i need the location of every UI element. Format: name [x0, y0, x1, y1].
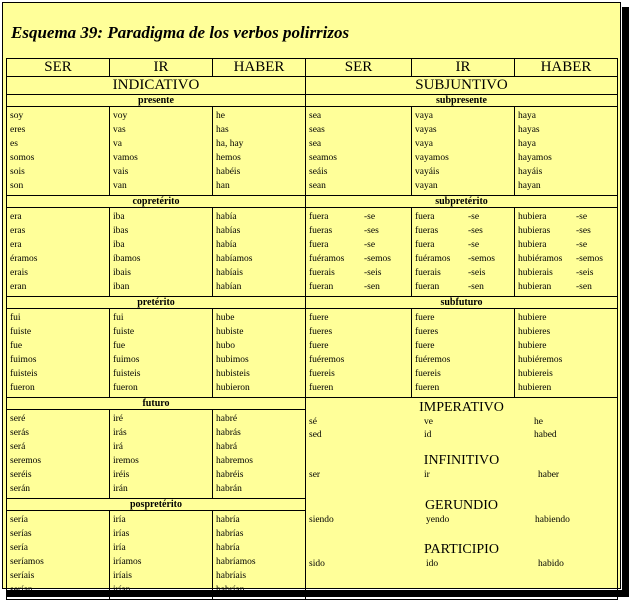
form-text: habré — [216, 414, 238, 424]
form-text: fueran — [309, 282, 334, 292]
form-text: ibais — [113, 268, 131, 278]
form-row — [309, 210, 411, 224]
form-text: vamos — [113, 153, 138, 163]
form-text: será — [10, 442, 26, 452]
form-text: vaya — [415, 111, 433, 121]
form-text: fueron — [113, 383, 138, 393]
conjugation-cell — [306, 309, 412, 398]
form-text: fueron — [10, 383, 35, 393]
form-text: seríais — [10, 571, 35, 581]
form-suffix: -ses — [468, 226, 483, 236]
form-text: seré — [10, 414, 26, 424]
section-futuro: futuro — [7, 398, 306, 410]
form-text: habías — [216, 226, 241, 236]
conjugation-cell — [306, 107, 412, 196]
form-text: hubieres — [518, 327, 551, 337]
form-text: fuimos — [113, 355, 140, 365]
column-header: HABER — [213, 59, 306, 77]
imperativo-block — [306, 400, 617, 442]
form-text: hubiere — [518, 313, 547, 323]
conjugation-cell — [213, 511, 306, 600]
box-shadow-right — [622, 7, 629, 596]
form-text: hemos — [216, 153, 241, 163]
form-text: fuere — [309, 313, 329, 323]
mood-indicativo: INDICATIVO — [7, 77, 306, 95]
form-text: sé — [309, 417, 317, 427]
form-text: hayáis — [518, 167, 543, 177]
form-text: sed — [309, 430, 322, 440]
form-text: vayamos — [415, 153, 449, 163]
form-text: somos — [10, 153, 35, 163]
form-text: fuéramos — [415, 254, 451, 264]
form-text: habéis — [216, 167, 241, 177]
conjugation-cell — [7, 309, 110, 398]
form-text: hubieron — [216, 383, 250, 393]
form-text: era — [10, 240, 22, 250]
conjugation-cell — [7, 410, 110, 499]
form-suffix: -se — [468, 212, 480, 222]
form-text: irán — [113, 484, 128, 494]
form-text: ibas — [113, 226, 129, 236]
participio-block — [306, 542, 617, 571]
form-text: fuéremos — [415, 355, 451, 365]
section-subpresente: subpresente — [306, 95, 618, 107]
form-text: fui — [10, 313, 21, 323]
form-suffix: -sen — [364, 282, 380, 292]
form-text: vais — [113, 167, 129, 177]
form-text: vayas — [415, 125, 437, 135]
form-text: hayan — [518, 181, 541, 191]
form-row — [309, 252, 411, 266]
form-text: hubo — [216, 341, 235, 351]
form-suffix: -semos — [576, 254, 603, 264]
form-text: has — [216, 125, 229, 135]
form-row — [309, 280, 411, 294]
form-text: han — [216, 181, 230, 191]
form-text: iría — [113, 515, 126, 525]
form-row — [518, 224, 617, 238]
form-text: fuerais — [309, 268, 335, 278]
form-text: fui — [113, 313, 124, 323]
form-text: habían — [216, 282, 242, 292]
form-text: seremos — [10, 456, 42, 466]
form-text: iremos — [113, 456, 139, 466]
form-text: habiendo — [535, 515, 570, 525]
form-text: seáis — [309, 167, 328, 177]
form-text: habríamos — [216, 557, 256, 567]
gerundio-block — [306, 498, 617, 527]
conjugation-cell — [515, 107, 618, 196]
form-text: hubiéramos — [518, 254, 563, 264]
form-text: habrían — [216, 585, 245, 595]
form-text: irían — [113, 585, 131, 595]
nonfinite-forms-panel — [306, 398, 618, 600]
form-text: vas — [113, 125, 126, 135]
form-text: habría — [216, 515, 240, 525]
conjugation-cell — [7, 208, 110, 297]
form-text: hubiste — [216, 327, 244, 337]
section-copreterito: copretérito — [7, 196, 306, 208]
form-text: hubiera — [518, 212, 547, 222]
form-text: hubieren — [518, 383, 552, 393]
form-text: iré — [113, 414, 124, 424]
section-pospreterito: pospretérito — [7, 499, 306, 511]
conjugation-cell — [110, 309, 213, 398]
column-header: SER — [306, 59, 412, 77]
form-text: fueren — [309, 383, 334, 393]
form-text: ha, hay — [216, 139, 244, 149]
form-text: fueres — [415, 327, 439, 337]
section-presente: presente — [7, 95, 306, 107]
form-suffix: -se — [576, 240, 588, 250]
form-text: serán — [10, 484, 31, 494]
form-text: fuiste — [10, 327, 32, 337]
form-text: hubieran — [518, 282, 552, 292]
form-suffix: -semos — [468, 254, 495, 264]
column-header: HABER — [515, 59, 618, 77]
form-text: fuereis — [415, 369, 441, 379]
form-suffix: -seis — [576, 268, 594, 278]
form-suffix: -se — [364, 240, 376, 250]
form-text: habrás — [216, 428, 241, 438]
form-text: irá — [113, 442, 124, 452]
form-row — [309, 238, 411, 252]
form-text: iba — [113, 212, 125, 222]
page-title: Esquema 39: Paradigma de los verbos polirrizos — [11, 23, 350, 42]
form-text: había — [216, 212, 237, 222]
form-text: habría — [216, 543, 240, 553]
section-preterito: pretérito — [7, 297, 306, 309]
infinitivo-heading: INFINITIVO — [423, 453, 500, 468]
section-subpreterito: subpretérito — [306, 196, 618, 208]
form-text: voy — [113, 111, 128, 121]
form-row — [518, 266, 617, 280]
form-text: es — [10, 139, 18, 149]
form-suffix: -se — [364, 212, 376, 222]
form-text: hubieras — [518, 226, 551, 236]
form-text: fuéramos — [309, 254, 345, 264]
form-text: fuimos — [10, 355, 37, 365]
conjugation-cell — [110, 511, 213, 600]
form-text: fuere — [309, 341, 329, 351]
form-text: he — [534, 417, 543, 427]
form-text: éramos — [10, 254, 38, 264]
form-text: fuereis — [309, 369, 335, 379]
conjugation-cell — [213, 208, 306, 297]
form-text: fuisteis — [113, 369, 141, 379]
form-text: van — [113, 181, 127, 191]
form-suffix: -semos — [364, 254, 391, 264]
form-text: iríamos — [113, 557, 142, 567]
form-text: hubisteis — [216, 369, 250, 379]
form-text: habrán — [216, 484, 242, 494]
form-text: irías — [113, 529, 130, 539]
form-suffix: -seis — [364, 268, 382, 278]
form-text: vaya — [415, 139, 433, 149]
column-header: IR — [412, 59, 515, 77]
form-text: haber — [538, 470, 560, 480]
form-text: sido — [309, 559, 325, 569]
form-text: iban — [113, 282, 130, 292]
form-text: seréis — [10, 470, 32, 480]
section-subfuturo: subfuturo — [306, 297, 618, 309]
form-text: hubiere — [518, 341, 547, 351]
form-text: hubiera — [518, 240, 547, 250]
form-text: sea — [309, 139, 322, 149]
form-text: siendo — [309, 515, 334, 525]
form-text: sería — [10, 543, 28, 553]
form-text: id — [424, 430, 432, 440]
form-text: fuere — [415, 313, 435, 323]
form-text: fueren — [415, 383, 440, 393]
form-text: son — [10, 181, 24, 191]
form-text: sea — [309, 111, 322, 121]
column-header-row — [7, 59, 618, 77]
form-text: fuiste — [113, 327, 135, 337]
form-text: seríamos — [10, 557, 44, 567]
conjugation-cell — [412, 309, 515, 398]
form-text: yendo — [426, 515, 450, 525]
form-text: fue — [10, 341, 23, 351]
paradigm-table — [6, 58, 618, 600]
form-text: iba — [113, 240, 125, 250]
conjugation-cell — [412, 208, 515, 297]
form-text: habíais — [216, 268, 243, 278]
form-text: íbamos — [113, 254, 141, 264]
form-text: fuera — [415, 240, 435, 250]
form-text: fuera — [415, 212, 435, 222]
column-header: IR — [110, 59, 213, 77]
form-text: va — [113, 139, 122, 149]
form-text: habremos — [216, 456, 253, 466]
form-row — [415, 210, 514, 224]
form-row — [415, 280, 514, 294]
conjugation-cell — [110, 410, 213, 499]
form-row — [415, 238, 514, 252]
form-row — [518, 252, 617, 266]
form-suffix: -ses — [364, 226, 379, 236]
form-text: iría — [113, 543, 126, 553]
form-text: eran — [10, 282, 27, 292]
form-row — [415, 224, 514, 238]
form-text: habíamos — [216, 254, 253, 264]
form-suffix: -sen — [468, 282, 484, 292]
form-text: haya — [518, 111, 536, 121]
paradigm-box — [2, 2, 621, 595]
conjugation-cell — [213, 410, 306, 499]
form-row — [309, 266, 411, 280]
column-header: SER — [7, 59, 110, 77]
form-text: fuera — [309, 240, 329, 250]
form-text: sean — [309, 181, 326, 191]
form-text: serías — [10, 529, 32, 539]
form-text: vayáis — [415, 167, 440, 177]
form-text: soy — [10, 111, 24, 121]
conjugation-cell — [110, 107, 213, 196]
form-text: serían — [10, 585, 33, 595]
conjugation-cell — [213, 309, 306, 398]
form-suffix: -ses — [576, 226, 591, 236]
form-text: fue — [113, 341, 126, 351]
form-text: seas — [309, 125, 325, 135]
conjugation-cell — [515, 208, 618, 297]
form-text: hubimos — [216, 355, 249, 365]
conjugation-cell — [7, 511, 110, 600]
form-text: serás — [10, 428, 29, 438]
form-text: fueres — [309, 327, 333, 337]
form-row — [415, 266, 514, 280]
form-text: hubiéremos — [518, 355, 563, 365]
form-text: irás — [113, 428, 127, 438]
form-text: haya — [518, 139, 536, 149]
form-row — [518, 210, 617, 224]
form-text: hubiereis — [518, 369, 553, 379]
form-text: iréis — [113, 470, 130, 480]
conjugation-cell — [306, 208, 412, 297]
form-row — [518, 280, 617, 294]
form-text: fuerais — [415, 268, 441, 278]
form-row — [415, 252, 514, 266]
form-suffix: -seis — [468, 268, 486, 278]
form-text: eras — [10, 226, 26, 236]
form-text: fuera — [309, 212, 329, 222]
form-suffix: -se — [576, 212, 588, 222]
form-text: ir — [424, 470, 430, 480]
form-text: hayas — [518, 125, 540, 135]
form-row — [309, 224, 411, 238]
form-text: habréis — [216, 470, 244, 480]
form-text: habido — [538, 559, 564, 569]
form-text: ve — [424, 417, 433, 427]
form-text: vayan — [415, 181, 438, 191]
conjugation-cell — [213, 107, 306, 196]
form-text: fueras — [309, 226, 333, 236]
form-text: habríais — [216, 571, 247, 581]
conjugation-cell — [110, 208, 213, 297]
form-text: sois — [10, 167, 25, 177]
form-text: hayamos — [518, 153, 552, 163]
form-text: era — [10, 212, 22, 222]
mood-subjuntivo: SUBJUNTIVO — [306, 77, 618, 95]
form-row — [518, 238, 617, 252]
conjugation-cell — [7, 107, 110, 196]
form-text: fuéremos — [309, 355, 345, 365]
infinitivo-block — [306, 453, 617, 482]
form-text: fuisteis — [10, 369, 38, 379]
form-text: erais — [10, 268, 28, 278]
form-text: fueras — [415, 226, 439, 236]
form-text: ser — [309, 470, 321, 480]
form-text: habed — [534, 430, 557, 440]
imperativo-heading: IMPERATIVO — [419, 400, 504, 415]
form-suffix: -se — [468, 240, 480, 250]
form-text: eres — [10, 125, 26, 135]
form-text: habrá — [216, 442, 238, 452]
participio-heading: PARTICIPIO — [424, 542, 499, 557]
form-text: he — [216, 111, 225, 121]
gerundio-heading: GERUNDIO — [424, 498, 499, 513]
form-text: sería — [10, 515, 28, 525]
form-suffix: -sen — [576, 282, 592, 292]
form-text: iríais — [113, 571, 132, 581]
form-text: habrías — [216, 529, 244, 539]
form-text: había — [216, 240, 237, 250]
form-text: ido — [426, 559, 439, 569]
form-text: hube — [216, 313, 235, 323]
conjugation-cell — [515, 309, 618, 398]
form-text: seamos — [309, 153, 337, 163]
conjugation-cell — [412, 107, 515, 196]
form-text: hubierais — [518, 268, 553, 278]
form-text: fueran — [415, 282, 440, 292]
form-text: fuere — [415, 341, 435, 351]
